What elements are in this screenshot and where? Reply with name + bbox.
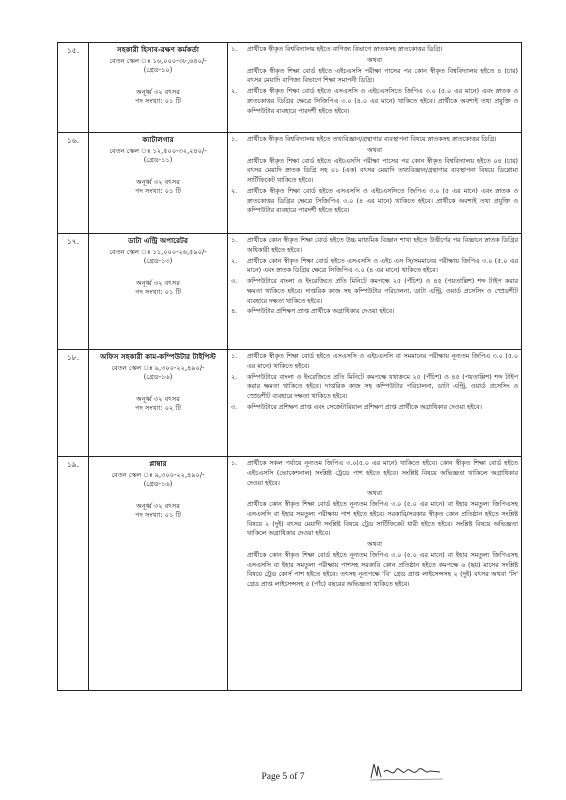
requirements-cell (228, 350, 522, 457)
requirement-text: প্রার্থীকে সকল পর্যায়ে নূন্যতম জিপিএ ৩.০(৫.০ এর মানে) থাকিতে হইবে। কোন স্বীকৃত শিক্ষা বোর্ড হইতে এইচএসসি (ভোকেশনাল) সংশ্লিষ্ট ট্রেডে পাশ হইতে হইবে। সংশ্লিষ্ট বিষয়ে অভিজ্ঞতা থাকিলে অগ্রাধিকার দেওয়া হইবে। (247, 460, 518, 487)
requirement-text: প্রার্থীকে স্বীকৃত শিক্ষা বোর্ড হইতে এসএসসি ও এইচএসসি বা সমমানের পরীক্ষায় নূন্যতম জিপিএ ৩.০ (৫.০ এর মানে) থাকিতে হইবে। (247, 353, 518, 370)
or-separator: অথবা (367, 56, 382, 64)
spacer (92, 166, 224, 178)
post-count: পদ সংখ্যা: ০১ টি (135, 288, 181, 297)
requirements-cell (228, 43, 522, 133)
post-count: পদ সংখ্যা: ০১ টি (135, 97, 181, 106)
or-separator: অথবা (367, 146, 382, 154)
grade: (গ্রেড-১৬) (143, 480, 173, 489)
table-row (58, 43, 522, 133)
requirement-text: প্রার্থীকে স্বীকৃত শিক্ষা বোর্ড হইতে এইচএসসি পরীক্ষা পাসের পর কোন স্বীকৃত বিশ্ববিদ্যালয় হইতে ০৪ (চার) বৎসর মেয়াদি স্নাতক ডিগ্রি সহ ০১ (এক) বৎসর মেয়াদি তথ্যবিজ্ঞান/গ্রন্থাগার ব্যবস্থাপনা বিষয়ে ডিপ্লোমা সার্টিফিকেট থাকিতে হইবে। (247, 157, 518, 184)
requirement-number: ১. (231, 46, 238, 53)
requirement-number: ৩. (231, 278, 238, 285)
post-name: সহকারী হিসাব-রক্ষণ কর্মকর্তা (117, 45, 199, 54)
handwritten-signature (368, 760, 448, 782)
serial-cell: ১৭. (58, 234, 89, 350)
pay-scale: বেতন স্কেল ঃ ১১,০০০-২৬,৫৯০/- (109, 247, 207, 256)
requirement-number (231, 551, 247, 590)
spacer (92, 76, 224, 88)
requirement-item (231, 500, 518, 539)
age-limit: অনূর্ধ্ব ৩২ বৎসর (136, 501, 180, 510)
requirement-text: কম্পিউটারে বাংলা ও ইংরেজিতে প্রতি মিনিটে কমপক্ষে যথাক্রমে ২৫ (পঁচিশ) ও ৪৫ (পয়তাল্লিশ) শব্দ টাইপ করার ক্ষমতা থাকিতে হইবে। দাপ্তরিক কাজ সহ কম্পিউটার পরিচালনা, ডাটা এন্ট্রি, ওয়ার্ড প্রসেসিং ও স্প্রেডশীট ব্যবহারে দক্ষতা থাকিতে হইবে। (247, 373, 518, 400)
pay-scale: বেতন স্কেল ঃ ১৬,০০০-৩৮,৬৪০/- (109, 56, 207, 65)
requirement-number: ২. (231, 88, 238, 95)
table-row (58, 234, 522, 350)
requirement-number: ২. (231, 257, 238, 265)
requirement-item (231, 307, 518, 317)
post-cell (89, 43, 228, 133)
requirement-item (231, 277, 518, 306)
requirements-list (231, 236, 518, 317)
post-count: পদ সংখ্যা: ০২ টি (135, 404, 181, 413)
requirements-cell (228, 234, 522, 350)
requirement-text: প্রার্থীকে স্বীকৃত শিক্ষা বোর্ড হইতে এসএসসি ও এইচএসসিতে জিপিএ ৩.০ (৫.০ এর মানে) এবং স্নাতক ও স্নাতকোত্তর ডিগ্রির ক্ষেত্রে সিজিপিএ ৩.০ (৪.০ এর মানে) থাকিতে হইবে। প্রার্থীকে অবশ্যই তথ্য প্রযুক্তি ও কম্পিউটার ব্যবহারে পারদর্শী হইতে হইবে। (247, 88, 518, 115)
requirement-text: কম্পিউটারে প্রশিক্ষণ প্রাপ্ত এবং সেক্রেটারিয়াল প্রশিক্ষণ প্রাপ্ত প্রার্থীকে অগ্রাধিকার দেওয়া হইবে। (247, 403, 482, 411)
requirement-item (231, 551, 518, 590)
post-name: অফিস সহকারী কাম-কম্পিউটার টাইপিস্ট (100, 352, 216, 361)
serial-cell: ১৬. (58, 133, 89, 234)
post-count: পদ সংখ্যা: ০১ টি (135, 511, 181, 520)
requirement-number: ১. (231, 136, 238, 143)
age-limit: অনূর্ধ্ব ৩২ বৎসর (136, 177, 180, 186)
requirement-item (231, 187, 518, 216)
spacer (92, 267, 224, 279)
requirement-item (231, 157, 518, 186)
requirements-list (231, 352, 518, 413)
requirements-table-body (58, 43, 522, 691)
requirement-number (231, 157, 247, 186)
requirement-text: প্রার্থীকে স্বীকৃত বিশ্ববিদ্যালয় হইতে বাণিজ্য বিভাগে স্নাতকসহ স্নাতকোত্তর ডিগ্রি। (247, 46, 443, 53)
requirement-item (231, 403, 518, 413)
pay-scale: বেতন স্কেল ঃ ৯,৩০০-২২,৪৯০/- (111, 363, 205, 372)
serial-cell: ১৫. (58, 43, 89, 133)
requirement-item (231, 135, 518, 145)
serial-cell: ১৮. (58, 350, 89, 457)
or-separator: অথবা (367, 490, 382, 498)
requirement-number: ৪. (231, 308, 238, 316)
requirements-list (231, 45, 518, 116)
requirement-number: ১. (231, 237, 238, 244)
requirement-number: ৩. (231, 403, 238, 411)
requirement-number: ২. (231, 187, 238, 195)
requirement-item (231, 236, 518, 256)
post-name: ক্যাটালগার (142, 135, 174, 144)
requirement-item (231, 373, 518, 402)
grade: (গ্রেড-১৩) (143, 257, 173, 266)
requirement-text: প্রার্থীকে স্বীকৃত শিক্ষা বোর্ড হইতে এইচএসসি পরীক্ষা পাসের পর কোন স্বীকৃত বিশ্ববিদ্যালয় হইতে ৪ (চার) বৎসর মেয়াদি বাণিজ্য বিভাগে শিক্ষা সমাপনী ডিগ্রি। (247, 67, 518, 85)
requirement-number (231, 67, 247, 87)
grade: (গ্রেড-১১) (143, 156, 173, 165)
table-row (58, 133, 522, 234)
requirement-text: প্রার্থীকে কোন স্বীকৃত শিক্ষা বোর্ড হইতে এসএসসি ও এইচ এস সি/সমমানের পরীক্ষায় জিপিএ ৩.০ (৫.০ এর মানে) এবং স্নাতক ডিগ্রির ক্ষেত্রে সিজিপিএ ৩.০ (৪ এর মানে) থাকিতে হইবে। (247, 257, 518, 275)
requirements-cell (228, 457, 522, 691)
age-limit: অনূর্ধ্ব ৩২ বৎসর (136, 394, 180, 403)
grade: (গ্রেড-১৬) (143, 373, 173, 382)
age-limit: অনূর্ধ্ব ৩২ বৎসর (136, 278, 180, 287)
age-limit: অনূর্ধ্ব ৩২ বৎসর (136, 87, 180, 96)
spacer (92, 490, 224, 502)
or-separator: অথবা (367, 541, 382, 548)
requirement-text: প্রার্থীকে কোন স্বীকৃত শিক্ষা বোর্ড হইতে নূন্যতম জিপিএ ৩.০ (৫.০ এর মানে) বা ইহার সমতুল্য জিপিএসহ এসএসসি বা ইহার সমতুল্য পরীক্ষায় পাশ হইতে হইবে। সরকারি/সরকার স্বীকৃত কোন প্রতিষ্ঠান হইতে সংশ্লিষ্ট বিষয়ে ২ (দুই) বৎসর মেয়াদী সংশ্লিষ্ট বিষয়ে ট্রেড সার্টিফিকেট ধারী হইতে হইবে। সংশ্লিষ্ট বিষয়ে অভিজ্ঞতা থাকিলে অগ্রাধিকার দেওয়া হইবে। (247, 501, 518, 538)
requirement-item (231, 352, 518, 372)
requirement-text: প্রার্থীকে স্বীকৃত শিক্ষা বোর্ড হইতে এসএসসি ও এইচএসসিতে জিপিএ ৩.০ (৫ এর মানে) এবং স্নাতক ও স্নাতকোত্তর ডিগ্রির ক্ষেত্রে সিজিপিএ ৩.০ (৪ এর মানে) থাকিতে হইবে। প্রার্থীকে অবশ্যই তথ্য প্রযুক্তি ও কম্পিউটার ব্যবহারে পারদর্শী হইতে হইবে। (247, 187, 518, 215)
post-cell (89, 457, 228, 691)
requirement-number: ১. (231, 460, 238, 467)
post-cell (89, 234, 228, 350)
requirement-number (231, 500, 247, 539)
requirements-list (231, 135, 518, 216)
post-count: পদ সংখ্যা: ০১ টি (135, 187, 181, 196)
table-row (58, 350, 522, 457)
serial-cell: ১৯. (58, 457, 89, 691)
requirement-item (231, 87, 518, 116)
pay-scale: বেতন স্কেল ঃ ৯,৩০০-২২,৪৯০/- (111, 470, 205, 479)
requirements-cell (228, 133, 522, 234)
spacer (92, 383, 224, 395)
post-name: ডাটা এন্ট্রি অপারেটর (128, 236, 188, 245)
requirement-text: প্রার্থীকে কোন স্বীকৃত শিক্ষা বোর্ড হইতে উচ্চ মাধ্যমিক বিজ্ঞান শাখা হইতে উত্তীর্ণের পর বিজ্ঞানে স্নাতক ডিগ্রির অধিকারী হইতে হইবে। (247, 237, 518, 254)
grade: (গ্রেড-১০) (143, 66, 173, 75)
requirement-item (231, 45, 518, 55)
requirement-text: প্রার্থীকে কোন স্বীকৃত শিক্ষা বোর্ড হইতে নূন্যতম জিপিএ ৩.০ (৫.০ এর মানে) বা ইহার সমতুল্য জিপিএসহ এসএসসি বা ইহার সমতুল্য পরীক্ষায় পাশসহ সরকারি কোন প্রতিষ্ঠান হইতে কমপক্ষে ৬ (ছয়) মাসের সংশ্লিষ্ট বিষয়ে ট্রেড কোর্স পাশ হইতে হইবে। তৎসহ নূন্যপক্ষে 'বি' গ্রেড প্রাপ্ত লাইসেন্সসহ ২ (দুই) বৎসর অথবা 'সি' গ্রেড প্রাপ্ত লাইসেন্সসহ ৫ (পাঁচ) বছরের অভিজ্ঞতা থাকিতে হইবে। (247, 551, 518, 588)
post-cell (89, 133, 228, 234)
requirement-item (231, 67, 518, 87)
page-number: Page 5 of 7 (261, 772, 305, 782)
requirements-list (231, 459, 518, 590)
requirement-number: ২. (231, 373, 238, 381)
post-name: প্লাম্বার (149, 459, 167, 468)
pay-scale: বেতন স্কেল ঃ ১২,৫০০-৩২,২৪০/- (109, 146, 207, 155)
requirement-item (231, 257, 518, 277)
requirement-text: প্রার্থীকে স্বীকৃত বিশ্ববিদ্যালয় হইতে তথ্যবিজ্ঞান/গ্রন্থাগার ব্যবস্থাপনা বিষয়ে স্নাতকসহ স্নাতকোত্তর ডিগ্রি। (247, 136, 497, 143)
requirement-text: কম্পিউটারে বাংলা ও ইংরেজিতে প্রতি মিনিটে কমপক্ষে ২৫ (পঁচিশ) ও ৪৫ (পয়তাল্লিশ) শব্দ টাইপ করার ক্ষমতা থাকিতে হইবে। দাপ্তরিক কাজ সহ কম্পিউটার পরিচালনা, ডাটা এন্ট্রি, ওয়ার্ড প্রসেসিং ও স্প্রেডশীট ব্যবহারে দক্ষতা থাকিতে হইবে। (247, 278, 518, 305)
post-cell (89, 350, 228, 457)
requirement-number: ১. (231, 353, 238, 360)
table-row (58, 457, 522, 691)
requirement-text: কম্পিউটার প্রশিক্ষণ প্রাপ্ত প্রার্থীকে অগ্রাধিকার দেওয়া হইবে। (247, 308, 395, 316)
requirement-item (231, 459, 518, 488)
requirements-table (57, 42, 522, 691)
